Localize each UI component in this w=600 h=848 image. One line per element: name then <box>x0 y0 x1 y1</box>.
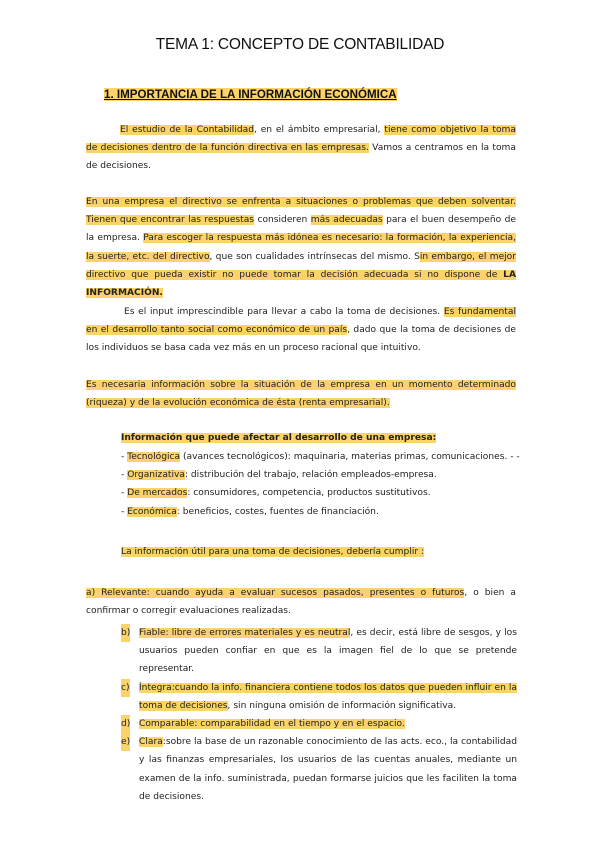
info-item-text: : beneficios, costes, fuentes de financiación. <box>176 506 379 517</box>
p1-highlight-c: tiene como objetivo la toma de decisiones dentro de la función directiva en las empresas. <box>86 125 516 154</box>
crit-a-highlight: a) Relevante: cuando ayuda a evaluar sucesos pasados, presentes o futuros <box>86 588 465 598</box>
p1-text-d: Vamos a centramos en la toma de decisiones. <box>86 143 516 172</box>
info-list <box>121 448 521 521</box>
crit-d-highlight: Comparable: comparabilidad en el tiempo y en el espacio. <box>139 719 405 730</box>
p2-highlight-strong: LA INFORMACIÓN. <box>86 269 516 299</box>
criterion-fiable <box>121 624 517 679</box>
crit-c-text: , sin ninguna omisión de información significativa. <box>227 700 457 711</box>
paragraph-contabilidad <box>86 121 516 176</box>
page-title: TEMA 1: CONCEPTO DE CONTABILIDAD <box>155 36 445 53</box>
crit-a-text: , o bien a confirmar o corregir evaluaciones realizadas. <box>86 588 517 617</box>
list-item: - De mercados: consumidores, competencia, productos sustitutivos. <box>121 488 431 499</box>
p2-text-d: para el buen desempeño de la empresa. <box>86 215 517 244</box>
criterion-comparable <box>121 715 517 733</box>
section-title <box>104 88 397 101</box>
info-item-text: (avances tecnológicos): maquinaria, materias primas, comunicaciones. - - <box>180 452 520 462</box>
info-item-text: : consumidores, competencia, productos sustitutivos. <box>187 488 431 499</box>
info-item-text: : distribución del trabajo, relación empleados-empresa. <box>184 470 437 481</box>
info-item-label: De mercados <box>127 488 188 499</box>
util-intro-text: La información útil para una toma de decisiones, debería cumplir : <box>121 547 425 557</box>
crit-e-text: :sobre la base de un razonable conocimiento de las acts. eco., la contabilidad y las finanzas empresariales, los usuarios de las cuentas anuales, mediante un examen de la info. suministrada, puedan formarse juicios que les faciliten la toma de decisiones. <box>139 737 517 802</box>
p4-highlight: Es necesaria información sobre la situación de la empresa en un momento determinado (riqueza) y de la evolución económica de ésta (renta empresarial). <box>86 380 516 409</box>
list-item: - Tecnológica (avances tecnológicos): maquinaria, materias primas, comunicaciones. - - <box>121 452 520 462</box>
criterion-label: e) <box>121 733 130 751</box>
criteria-list <box>121 624 517 806</box>
p2-text-f: , que son cualidades intrínsecas del mismo. S <box>209 251 420 262</box>
criterion-label: d) <box>121 715 130 733</box>
p2-text-b: consideren <box>254 215 311 226</box>
p3-text-c: , dado que la toma de decisiones de los individuos se basa cada vez más en un proceso racional que intuitivo. <box>86 325 516 354</box>
info-item-label: Tecnológica <box>127 452 181 462</box>
util-intro <box>121 543 521 561</box>
p3-highlight-b: Es fundamental en el desarrollo tanto social como económico de un país <box>86 307 516 336</box>
crit-e-highlight: Clara <box>139 737 163 748</box>
criterion-clara <box>121 733 517 806</box>
paragraph-necesaria <box>86 376 516 412</box>
p2-highlight-g: in embargo, el mejor directivo que pueda existir no puede tomar la decisión adecuada si no dispone de <box>86 251 516 280</box>
info-item-label: Organizativa <box>127 470 185 481</box>
paragraph-directivo <box>86 193 516 302</box>
p2-highlight-a: En una empresa el directivo se enfrenta a situaciones o problemas que deben solventar. Tienen que encontrar las respuestas <box>86 197 516 226</box>
crit-b-highlight: Fiable: libre de errores materiales y es neutral <box>139 628 351 638</box>
criterion-label: c) <box>121 679 130 697</box>
info-heading-text: Información que puede afectar al desarrollo de una empresa: <box>121 433 437 443</box>
info-item-label: Económica <box>127 506 177 517</box>
p3-text-a: Es el input imprescindible para llevar a cabo la toma de decisiones. <box>124 307 444 317</box>
info-heading <box>121 429 521 447</box>
p1-highlight-a: El estudio de la Contabilidad <box>120 125 254 135</box>
criterion-relevante <box>86 584 516 620</box>
p2-highlight-c: más adecuadas <box>310 215 383 226</box>
crit-c-highlight: Íntegra:cuando la info. financiera contiene todos los datos que pueden influir en la toma de decisiones <box>139 682 517 711</box>
paragraph-input <box>86 303 516 358</box>
p2-highlight-e: Para escoger la respuesta más idónea es necesario: la formación, la experiencia, la suerte, etc. del directivo <box>86 233 516 262</box>
p1-text-b: , en el ámbito empresarial, <box>253 125 385 135</box>
criterion-label: b) <box>121 624 130 642</box>
section-title-text: 1. IMPORTANCIA DE LA INFORMACIÓN ECONÓMICA <box>104 88 397 101</box>
list-item: - Económica: beneficios, costes, fuentes de financiación. <box>121 506 379 517</box>
criterion-integra <box>121 679 517 715</box>
list-item: - Organizativa: distribución del trabajo, relación empleados-empresa. <box>121 470 437 481</box>
crit-b-text: , es decir, está libre de sesgos, y los usuarios pueden confiar en que es la imagen fiel de lo que se pretende representar. <box>139 628 517 675</box>
